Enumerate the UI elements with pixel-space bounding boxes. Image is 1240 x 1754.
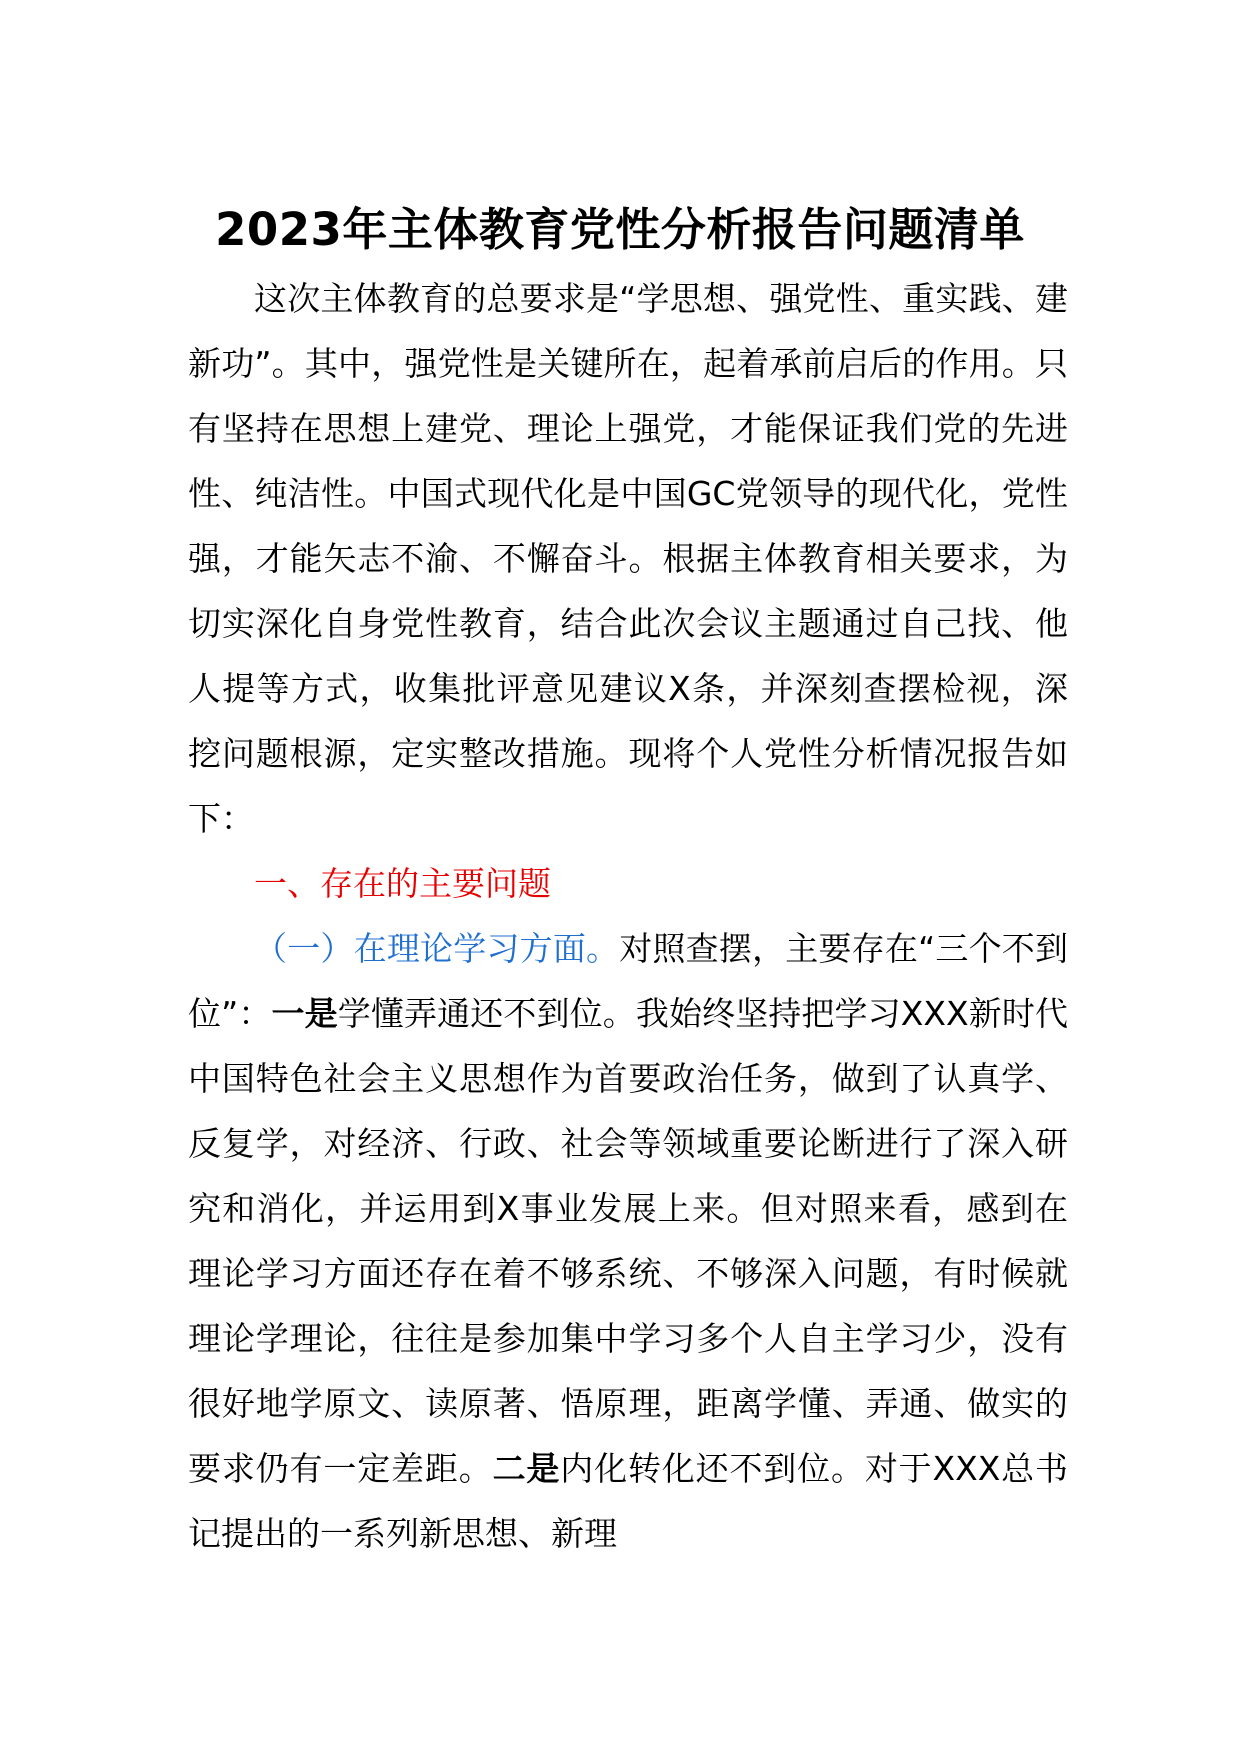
point-marker-first: 一是 <box>271 994 338 1033</box>
subsection-lead-text: 对照查摆，主要存在“三个不到位”： <box>188 929 1068 1033</box>
theory-study-paragraph <box>188 916 1068 1566</box>
intro-paragraph: 这次主体教育的总要求是“学思想、强党性、重实践、建新功”。其中，强党性是关键所在，起着承前启后的作用。只有坚持在思想上建党、理论上强党，才能保证我们党的先进性、纯洁性。中国式现代化是中国GC党领导的现代化，党性强，才能矢志不渝、不懈奋斗。根据主体教育相关要求，为切实深化自身党性教育，结合此次会议主题通过自己找、他人提等方式，收集批评意见建议X条，并深刻查摆检视，深挖问题根源，定实整改措施。现将个人党性分析情况报告如下： <box>188 279 1068 838</box>
point-text-second: 内化转化还不到位。对于XXX总书记提出的一系列新思想、新理 <box>188 1449 1069 1553</box>
document-title: 2023年主体教育党性分析报告问题清单 <box>215 203 1025 256</box>
point-text-first: 学懂弄通还不到位。我始终坚持把学习XXX新时代中国特色社会主义思想作为首要政治任务，做到了认真学、反复学，对经济、行政、社会等领域重要论断进行了深入研究和消化，并运用到X事业发展上来。但对照来看，感到在理论学习方面还存在着不够系统、不够深入问题，有时候就理论学理论，往往是参加集中学习多个人自主学习少，没有很好地学原文、读原著、悟原理，距离学懂、弄通、做实的要求仍有一定差距。 <box>188 994 1068 1488</box>
point-marker-second: 二是 <box>492 1449 561 1488</box>
subsection-heading-theory-study: （一）在理论学习方面。 <box>254 929 620 968</box>
section-heading-main-problems: 一、存在的主要问题 <box>254 864 551 903</box>
document-body <box>188 266 1068 1566</box>
